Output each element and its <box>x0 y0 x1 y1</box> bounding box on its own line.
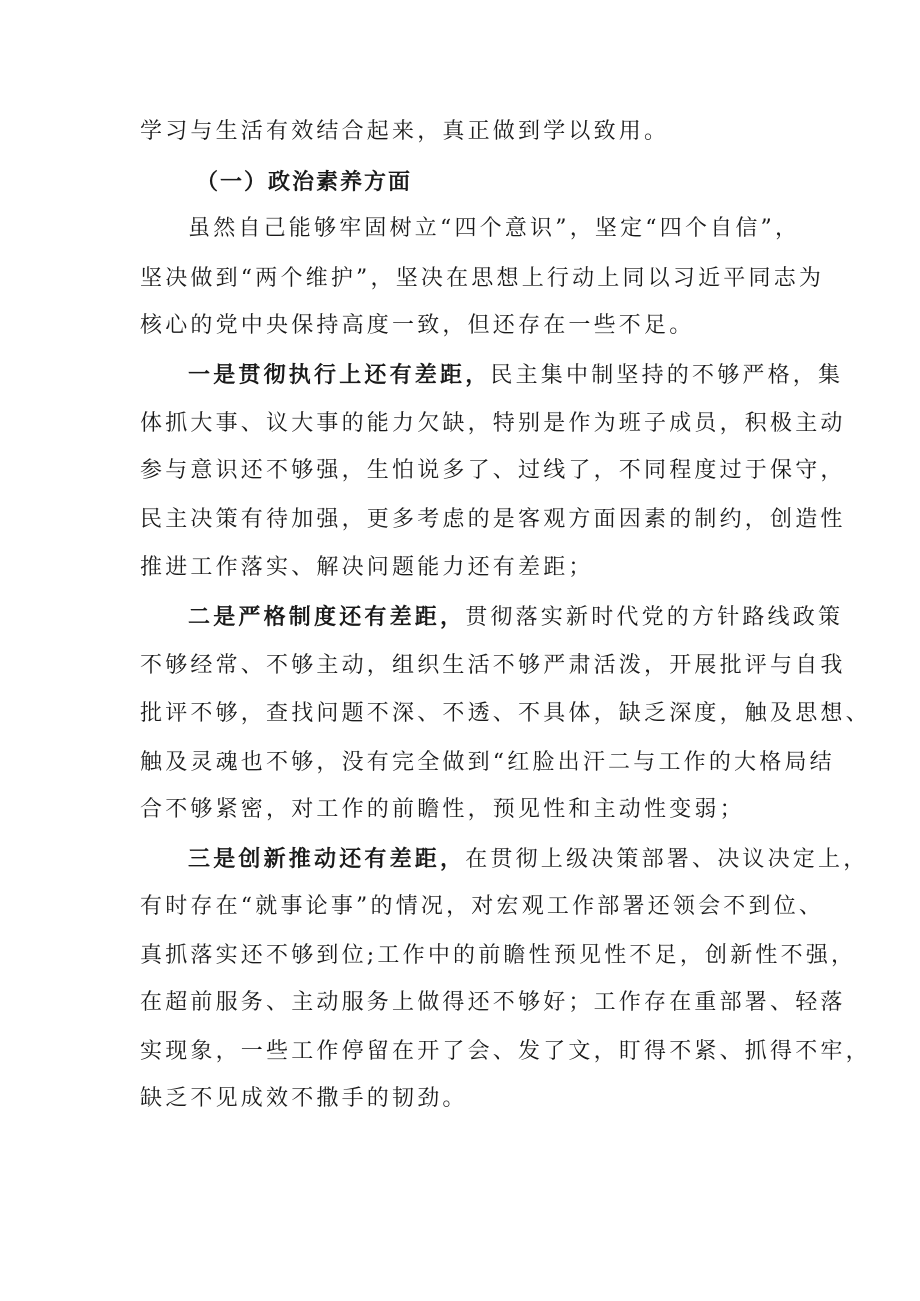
point1-line-5: 推进工作落实、解决问题能力还有差距； <box>140 555 594 580</box>
intro-line-2: 坚决做到“两个维护”，坚决在思想上行动上同以习近平同志为 <box>140 266 825 291</box>
point1-line-4: 民主决策有待加强，更多考虑的是客观方面因素的制约，创造性 <box>140 507 846 532</box>
point2-line-3: 批评不够，查找问题不深、不透、不具体，缺乏深度，触及思想、 <box>140 701 871 726</box>
point3-line-4: 在超前服务、主动服务上做得还不够好；工作存在重部署、轻落 <box>140 990 846 1015</box>
point1-line-3: 参与意识还不够强，生怕说多了、过线了，不同程度过于保守， <box>140 458 846 483</box>
point2-first-line <box>188 602 843 633</box>
point3-line-2: 有时存在“就事论事”的情况，对宏观工作部署还领会不到位、 <box>140 894 825 919</box>
point3-line-3: 真抓落实还不够到位;工作中的前瞻性预见性不足，创新性不强， <box>140 943 857 968</box>
point3-line-5: 实现象，一些工作停留在开了会、发了文，盯得不紧、抓得不牢， <box>140 1039 871 1064</box>
point2-line-2: 不够经常、不够主动，组织生活不够严肃活泼，开展批评与自我 <box>140 653 846 678</box>
point3-line-6: 缺乏不见成效不撒手的韧劲。 <box>140 1086 468 1111</box>
intro-line-3: 核心的党中央保持高度一致，但还存在一些不足。 <box>140 313 695 338</box>
section-heading: （一）政治素养方面 <box>196 169 413 195</box>
point3-lead: 三是创新推动还有差距， <box>188 846 466 872</box>
point2-line-4: 触及灵魂也不够，没有完全做到“红脸出汗二与工作的大格局结 <box>140 750 835 775</box>
point1-first-line <box>188 360 843 391</box>
intro-line-1: 虽然自己能够牢固树立“四个意识”，坚定“四个自信”， <box>188 216 801 241</box>
continuation-line: 学习与生活有效结合起来，真正做到学以致用。 <box>140 119 670 144</box>
point2-lead: 二是严格制度还有差距， <box>188 604 466 630</box>
point3-first-line <box>188 844 868 875</box>
point1-lead: 一是贯彻执行上还有差距， <box>188 362 491 388</box>
point1-first-rest: 民主集中制坚持的不够严格，集 <box>490 363 844 388</box>
point2-first-rest: 贯彻落实新时代党的方针路线政策 <box>465 605 844 630</box>
point3-first-rest: 在贯彻上级决策部署、决议决定上， <box>465 847 869 872</box>
point1-line-2: 体抓大事、议大事的能力欠缺，特别是作为班子成员，积极主动 <box>140 411 846 436</box>
point2-line-5: 合不够紧密，对工作的前瞻性，预见性和主动性变弱； <box>140 797 745 822</box>
